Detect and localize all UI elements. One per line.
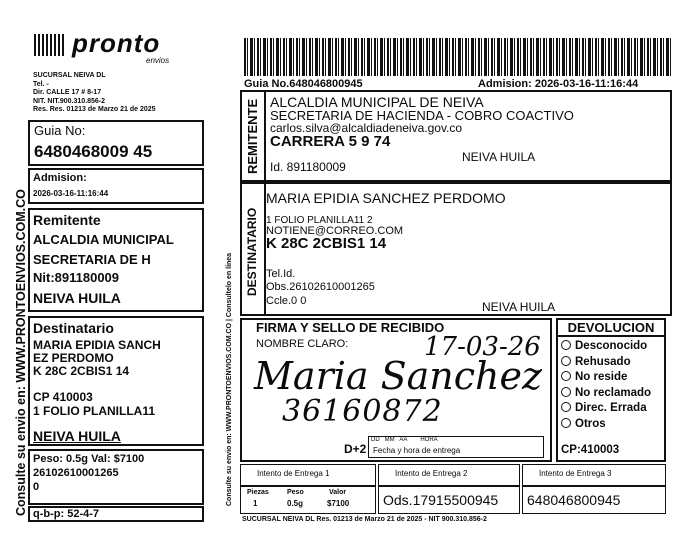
- left-remitente-name2: SECRETARIA DE H: [33, 252, 151, 267]
- fecha-cols: DD MM AA HORA: [371, 437, 438, 443]
- radio-circle-icon: [561, 371, 571, 381]
- dest-addr: K 28C 2CBIS1 14: [266, 235, 387, 252]
- dest-tel: Tel.Id.: [266, 268, 296, 280]
- destinatario-box: [240, 182, 672, 316]
- fecha-caption: Fecha y hora de entrega: [373, 446, 461, 455]
- rem-id: Id. 891180009: [270, 160, 346, 174]
- intento-1-box: [240, 464, 376, 486]
- left-qbp: q-b-p: 52-4-7: [33, 508, 99, 520]
- radio-circle-icon: [561, 340, 571, 350]
- rem-line1: ALCALDIA MUNICIPAL DE NEIVA: [270, 94, 484, 110]
- left-qbp-box: [28, 506, 204, 522]
- remitente-side-label: REMITENTE: [245, 98, 260, 174]
- branch-info: [33, 72, 203, 115]
- devolucion-option[interactable]: Desconocido: [561, 339, 651, 355]
- firma-title: FIRMA Y SELLO DE RECIBIDO: [256, 320, 445, 335]
- barcode: [244, 38, 672, 76]
- left-remitente-nit: Nit:891180009: [33, 270, 120, 285]
- piezas-value: 1: [253, 499, 258, 508]
- rem-city: NEIVA HUILA: [462, 150, 536, 164]
- dest-obs: Obs.26102610001265: [266, 281, 375, 293]
- devolucion-box: [556, 318, 666, 462]
- firma-box: [240, 318, 552, 462]
- rem-email: carlos.silva@alcaldiadeneiva.gov.co: [270, 121, 463, 135]
- nombre-claro-label: NOMBRE CLARO:: [256, 338, 349, 350]
- piezas-label: Piezas: [247, 489, 269, 496]
- logo-speed-lines-icon: [34, 34, 66, 56]
- dest-folio: 1 FOLIO PLANILLA11 2: [266, 215, 373, 226]
- dest-email: NOTIENE@CORREO.COM: [266, 225, 404, 237]
- branch-dir: Dir. CALLE 17 # 8-17: [33, 89, 102, 96]
- left-admision-label: Admision:: [33, 172, 87, 184]
- peso-label: Peso: [287, 489, 304, 496]
- left-remitente-city: NEIVA HUILA: [33, 290, 121, 306]
- valor-value: $7100: [327, 499, 350, 508]
- left-side-url: Consulte su envio en: WWW.PRONTOENVIOS.COM.CO: [14, 189, 28, 516]
- left-remitente-label: Remitente: [33, 212, 101, 228]
- radio-circle-icon: [561, 418, 571, 428]
- rem-line2: SECRETARIA DE HACIENDA - COBRO COACTIVO: [270, 108, 574, 123]
- handwritten-name: Maria Sanchez: [254, 354, 543, 398]
- d-plus-label: D+2: [344, 442, 367, 456]
- branch-name: SUCURSAL NEIVA DL: [33, 72, 106, 79]
- dest-ccle: Ccle.0 0: [266, 295, 307, 307]
- left-admision-value: 2026-03-16-11:16:44: [33, 189, 109, 198]
- left-admision-box: [28, 168, 204, 204]
- branch-tel: Tel. -: [33, 80, 49, 88]
- peso-value: 0.5g: [287, 499, 304, 508]
- left-dest-addr: K 28C 2CBIS1 14: [33, 364, 130, 378]
- radio-circle-icon: [561, 387, 571, 397]
- left-guia-box: [28, 120, 204, 166]
- radio-circle-icon: [561, 356, 571, 366]
- devolucion-option[interactable]: Otros: [561, 417, 651, 433]
- left-destinatario-label: Destinatario: [33, 320, 114, 336]
- intento-2-box: [378, 464, 520, 486]
- devolucion-option[interactable]: No reclamado: [561, 386, 651, 402]
- brand-tagline: envios: [146, 56, 170, 65]
- devolucion-title: DEVOLUCION: [558, 320, 664, 337]
- footer-text: SUCURSAL NEIVA DL Res. 01213 de Marzo 21 de 2025 - NIT 900.310.856-2: [242, 516, 487, 523]
- handwritten-id: 36160872: [282, 394, 443, 429]
- ods-value: Ods.17915500945: [383, 492, 499, 508]
- branch-res: Res. Res. 01213 de Marzo 21 de 2025: [33, 106, 156, 113]
- rem-addr: CARRERA 5 9 74: [270, 133, 391, 150]
- left-dest-folio: 1 FOLIO PLANILLA11: [33, 404, 156, 418]
- left-remitente-box: [28, 208, 204, 312]
- brand-logo: [34, 28, 194, 66]
- radio-circle-icon: [561, 402, 571, 412]
- devolucion-option[interactable]: No reside: [561, 370, 651, 386]
- brand-name: pronto: [72, 28, 161, 58]
- left-peso-val: Peso: 0.5g Val: $7100: [33, 453, 145, 465]
- admision-header: Admision: 2026-03-16-11:16:44: [478, 78, 639, 90]
- left-peso-zero: 0: [33, 481, 40, 493]
- guia-bottom-box: [522, 486, 666, 514]
- intento-2-label: Intento de Entrega 2: [395, 469, 468, 478]
- left-guia-label: Guia No:: [34, 123, 86, 138]
- devolucion-cp: CP:410003: [561, 444, 620, 456]
- vertical-note: Consulte su envio en: WWW.PRONTOENVIOS.COM.CO | Consultelo en línea: [226, 252, 233, 506]
- guia-header: Guia No.648046800945: [244, 78, 363, 90]
- remitente-box: [240, 90, 672, 182]
- guia-bottom-value: 648046800945: [527, 492, 621, 508]
- intento-1-label: Intento de Entrega 1: [257, 469, 330, 478]
- left-guia-value: 6480468009 45: [34, 142, 153, 161]
- left-dest-cp: CP 410003: [33, 390, 93, 404]
- devolucion-option[interactable]: Rehusado: [561, 355, 651, 371]
- dest-name: MARIA EPIDIA SANCHEZ PERDOMO: [266, 190, 506, 206]
- piezas-box: [240, 486, 376, 514]
- left-peso-obs: 26102610001265: [33, 467, 119, 479]
- left-destinatario-box: [28, 316, 204, 446]
- devolucion-option[interactable]: Direc. Errada: [561, 401, 651, 417]
- left-dest-name1: MARIA EPIDIA SANCH: [33, 338, 161, 352]
- valor-label: Valor: [329, 489, 347, 496]
- intento-3-label: Intento de Entrega 3: [539, 469, 612, 478]
- dest-city: NEIVA HUILA: [482, 300, 556, 314]
- left-dest-name2: EZ PERDOMO: [33, 351, 114, 365]
- branch-nit: NIT. NIT.900.310.856-2: [33, 97, 105, 105]
- intento-3-box: [522, 464, 666, 486]
- devolucion-options: [561, 339, 651, 433]
- left-peso-box: [28, 449, 204, 505]
- fecha-hora-box: [368, 436, 544, 458]
- ods-box: [378, 486, 520, 514]
- handwritten-date: 17-03-26: [424, 332, 541, 362]
- left-dest-city: NEIVA HUILA: [33, 428, 121, 444]
- destinatario-side-label: DESTINATARIO: [245, 207, 259, 296]
- left-remitente-name1: ALCALDIA MUNICIPAL: [33, 232, 174, 247]
